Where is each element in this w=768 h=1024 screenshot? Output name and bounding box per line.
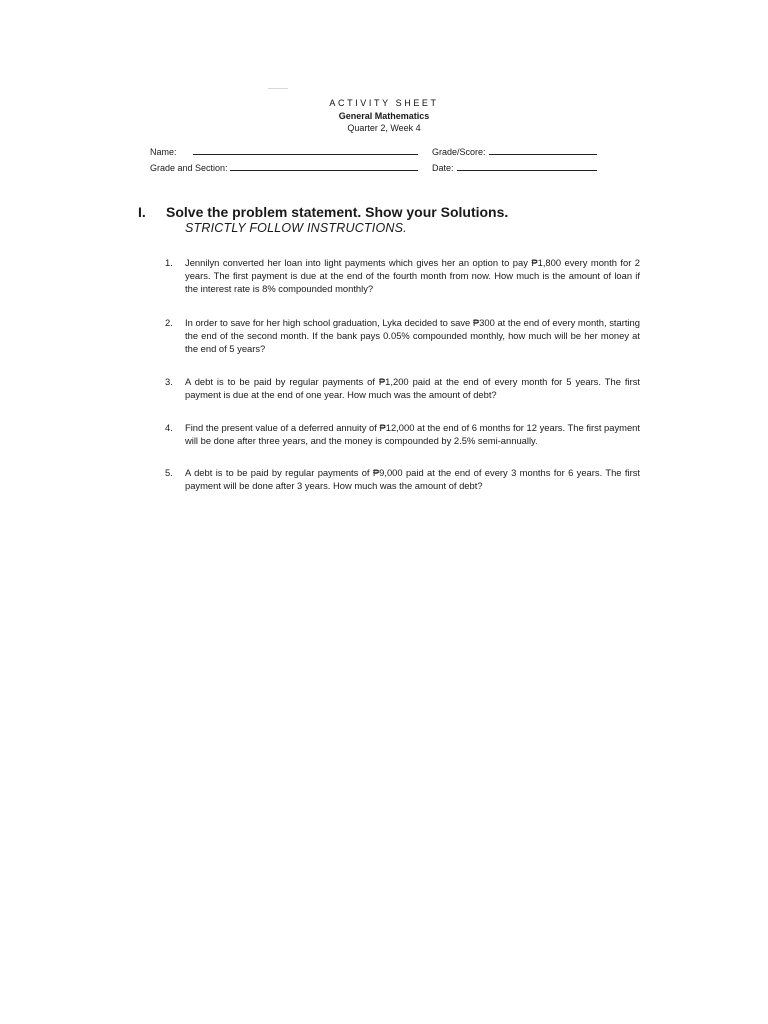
problem-item	[165, 316, 640, 355]
problem-text: In order to save for her high school graduation, Lyka decided to save ₱300 at the end of every month, starting the end of the second month. If the bank pays 0.05% compounded monthly, how much will be her money at the end of 5 years?	[185, 317, 640, 354]
section-instruction: STRICTLY FOLLOW INSTRUCTIONS.	[185, 221, 407, 235]
name-blank-line	[193, 145, 418, 155]
grade-section-label: Grade and Section:	[150, 163, 228, 173]
grade-section-field	[150, 161, 418, 174]
grade-score-blank-line	[489, 145, 597, 155]
problem-item	[165, 375, 640, 401]
problem-list	[165, 256, 640, 492]
subject-title: General Mathematics	[338, 111, 430, 121]
section-title: Solve the problem statement. Show your Solutions.	[166, 204, 509, 220]
problem-number: 4.	[165, 422, 173, 433]
sheet-title: ACTIVITY SHEET	[329, 98, 439, 108]
date-blank-line	[457, 161, 597, 171]
grade-section-blank-line	[230, 161, 418, 171]
problem-text: Find the present value of a deferred annuity of ₱12,000 at the end of 6 months for 12 years. The first payment will be done after three years, and the money is compounded by 2.5% semi-annually.	[185, 422, 640, 446]
problem-text: Jennilyn converted her loan into light payments which gives her an option to pay ₱1,800 every month for 2 years. The first payment is due at the end of the fourth month from now. How much is the amount of loan if the interest rate is 8% compounded monthly?	[185, 257, 640, 294]
problem-number: 5.	[165, 467, 173, 478]
name-label: Name:	[150, 147, 177, 157]
scan-artifact	[268, 88, 288, 89]
problem-item	[165, 256, 640, 295]
grade-score-label: Grade/Score:	[432, 147, 486, 157]
problem-text: A debt is to be paid by regular payments of ₱1,200 paid at the end of every month for 5 years. The first payment is due at the end of one year. How much was the amount of debt?	[185, 376, 640, 400]
period-label: Quarter 2, Week 4	[347, 123, 421, 133]
section-number: I.	[138, 204, 146, 220]
grade-score-field	[432, 145, 597, 158]
name-field	[150, 145, 418, 158]
sheet-header	[0, 97, 768, 134]
problem-item	[165, 421, 640, 447]
problem-item	[165, 466, 640, 492]
problem-text: A debt is to be paid by regular payments of ₱9,000 paid at the end of every 3 months for 6 years. The first payment will be done after 3 years. How much was the amount of debt?	[185, 467, 640, 491]
problem-number: 2.	[165, 317, 173, 328]
problem-number: 1.	[165, 257, 173, 268]
date-field	[432, 161, 597, 174]
problem-number: 3.	[165, 376, 173, 387]
date-label: Date:	[432, 163, 454, 173]
